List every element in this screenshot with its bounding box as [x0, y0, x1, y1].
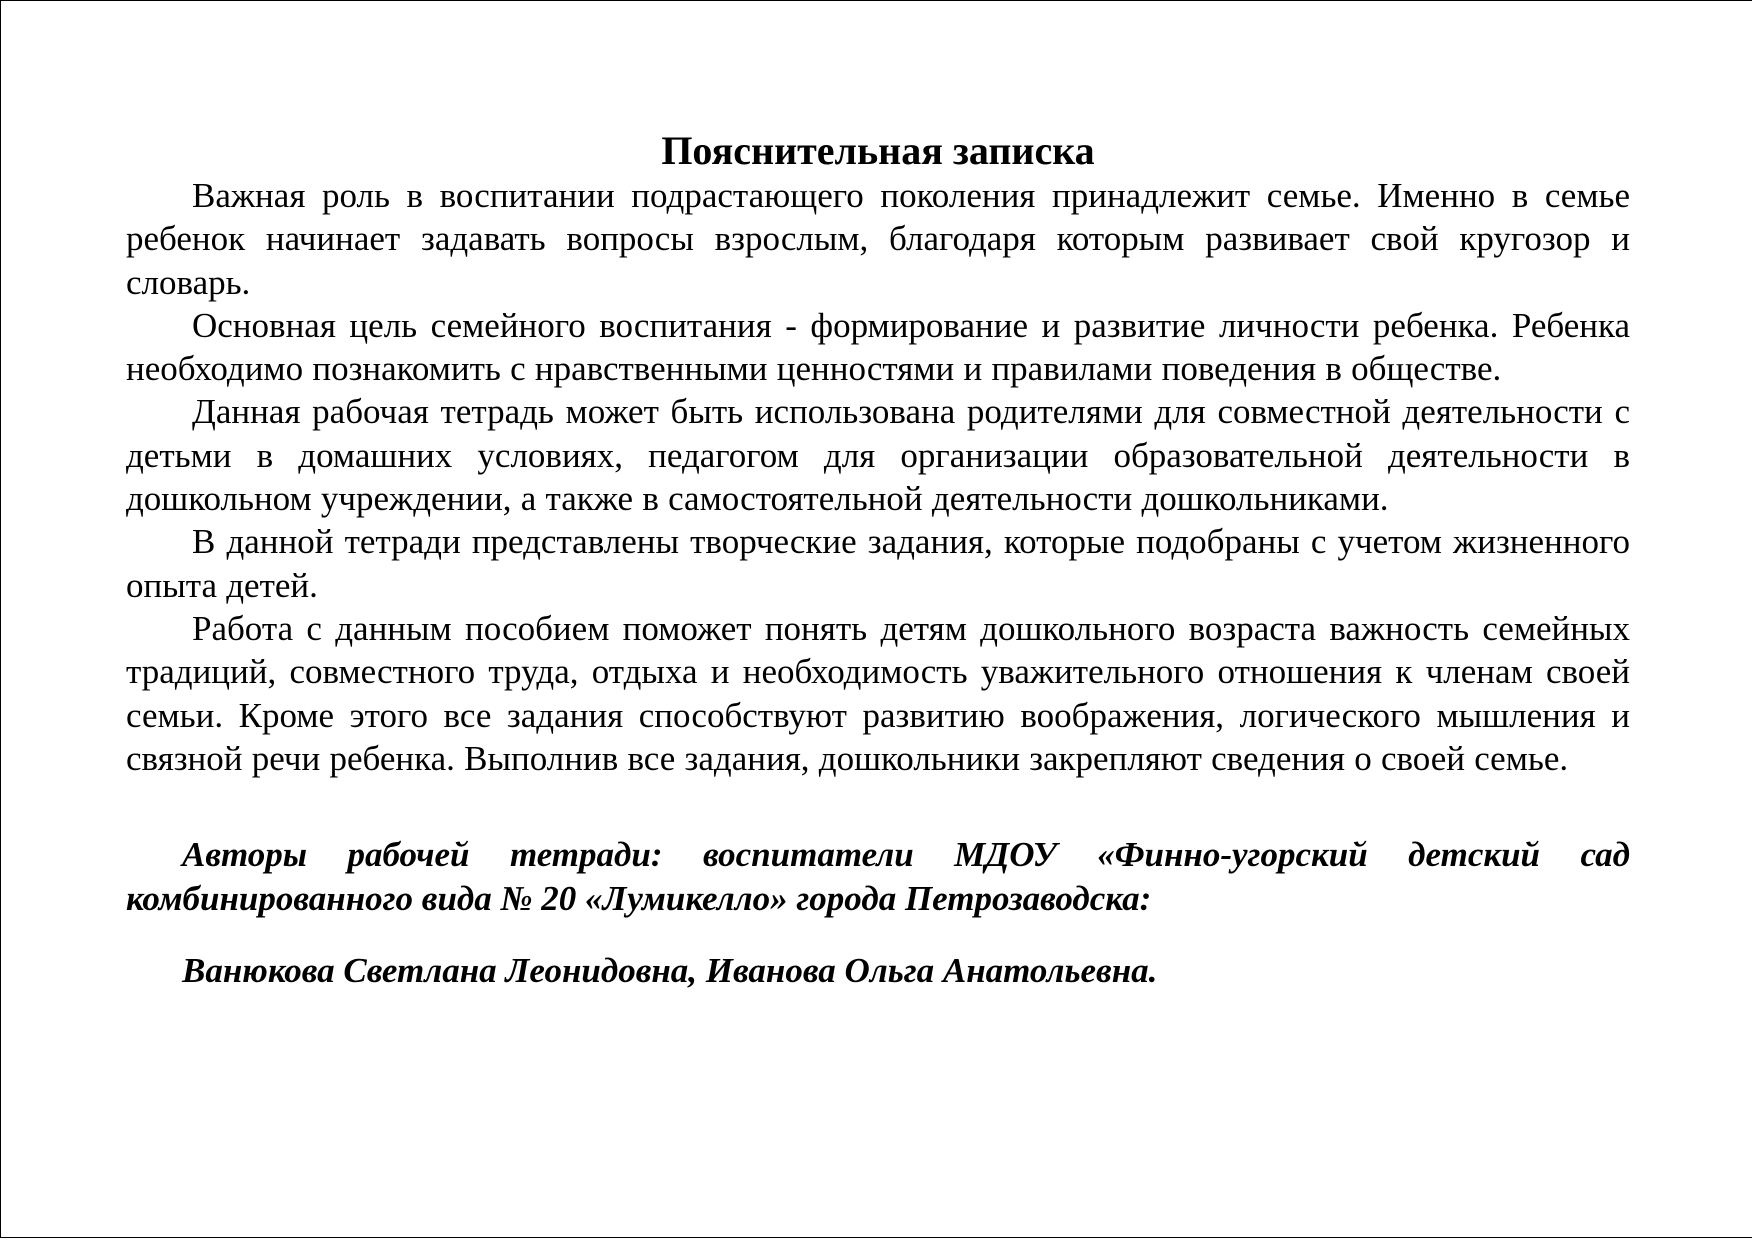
paragraph-3: Данная рабочая тетрадь может быть использована родителями для совместной деятельности с детьми в домашних условиях, педагогом для организации образовательной деятельности в дошкольном учреждении, а также в самостоятельной деятельности дошкольниками.: [126, 392, 1630, 519]
author-names: Ванюкова Светлана Леонидовна, Иванова Ольга Анатольевна.: [182, 951, 1158, 991]
paragraph-4: В данной тетради представлены творческие задания, которые подобраны с учетом жизненного опыта детей.: [126, 522, 1630, 605]
paragraph-2: Основная цель семейного воспитания - формирование и развитие личности ребенка. Ребенка необходимо познакомить с нравственными ценностями и правилами поведения в обществе.: [126, 305, 1630, 389]
paragraph-1: Важная роль в воспитании подрастающего поколения принадлежит семье. Именно в семье ребенок начинает задавать вопросы взрослым, благодаря которым развивает свой кругозор и словарь.: [126, 176, 1630, 302]
page-title: Пояснительная записка: [661, 128, 1095, 173]
authors-line: Авторы рабочей тетради: воспитатели МДОУ «Финно-угорский детский сад комбинированного вида № 20 «Лумикелло» города Петрозаводска:: [126, 835, 1630, 919]
paragraph-5: Работа с данным пособием поможет понять детям дошкольного возраста важность семейных традиций, совместного труда, отдыха и необходимость уважительного отношения к членам своей семьи. Кроме этого все задания способствуют развитию воображения, логического мышления и связной речи ребенка. Выполнив все задания, дошкольники закрепляют сведения о своей семье.: [126, 608, 1630, 778]
document-body: [126, 129, 1630, 993]
